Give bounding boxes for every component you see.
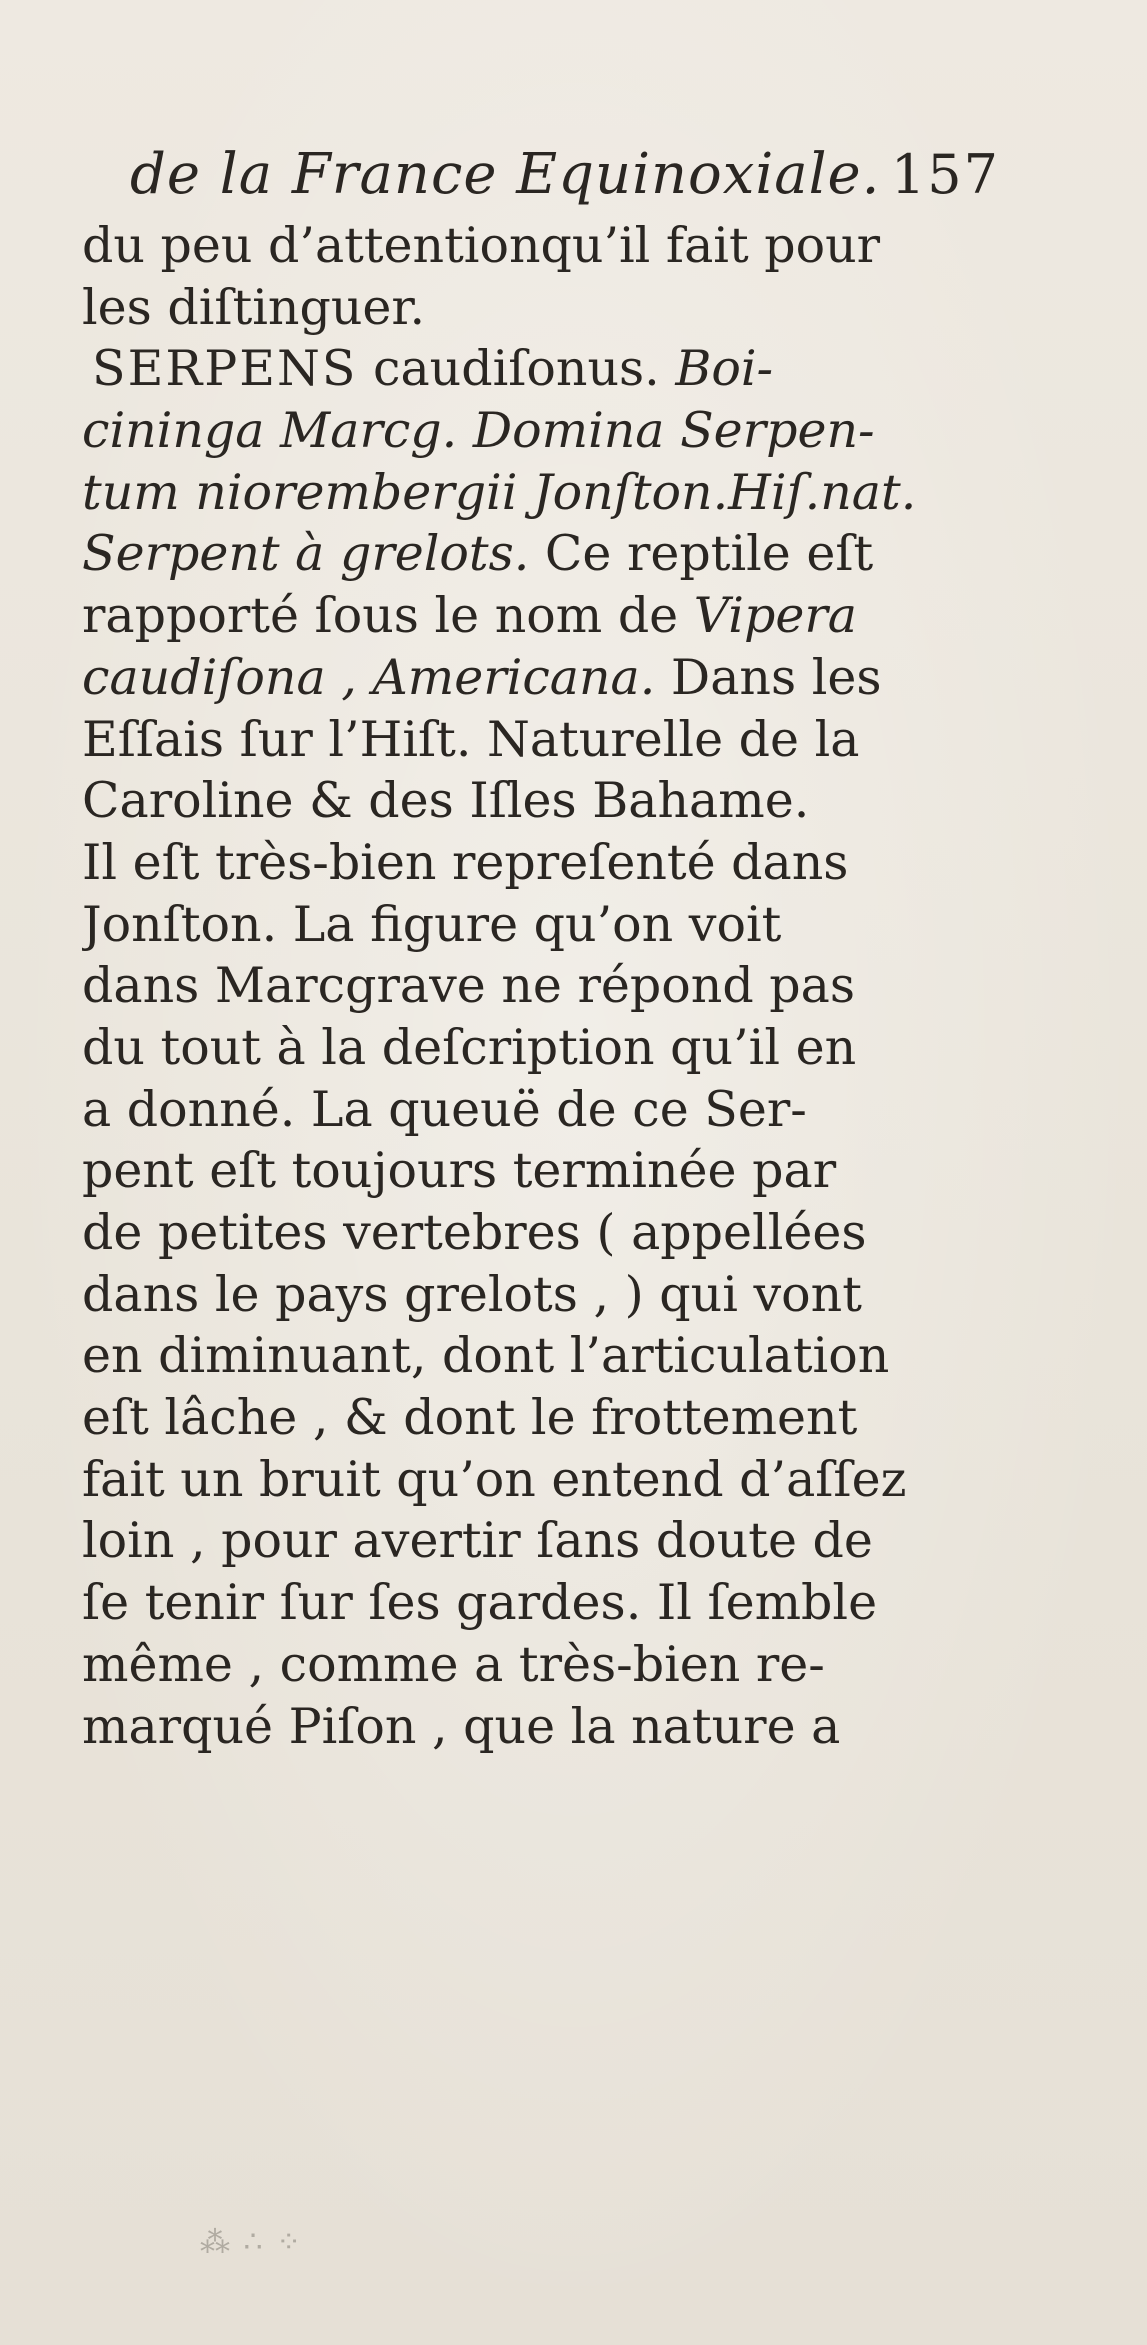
body-text bbox=[82, 215, 972, 1757]
text-fragment: Dans les bbox=[655, 648, 882, 706]
text-line: du tout à la deſcription qu’il en bbox=[82, 1018, 857, 1076]
text-line bbox=[82, 647, 972, 709]
text-line: tum niorembergii Jonſton.Hiſ.nat. bbox=[82, 463, 917, 521]
text-line: marqué Piſon , que la nature a bbox=[82, 1697, 841, 1755]
running-head: de la France Equinoxiale. bbox=[130, 142, 881, 207]
text-line bbox=[82, 585, 972, 647]
common-name: Serpent à grelots. bbox=[82, 525, 530, 583]
text-line: Eſſais ſur l’Hiſt. Naturelle de la bbox=[82, 710, 860, 768]
page-header bbox=[130, 140, 1000, 210]
text-line: les diſtinguer. bbox=[82, 278, 426, 336]
text-fragment: rapporté ſous le nom de bbox=[82, 587, 694, 645]
text-line: même , comme a très-bien re- bbox=[82, 1635, 825, 1693]
text-line: en diminuant, dont l’articulation bbox=[82, 1327, 890, 1385]
species-name: SERPENS bbox=[92, 340, 358, 398]
text-line: fait un bruit qu’on entend d’aſſez bbox=[82, 1450, 907, 1508]
text-line: de petites vertebres ( appellées bbox=[82, 1204, 867, 1261]
synonym-text: Boi- bbox=[675, 340, 774, 398]
text-line: cininga Marcg. Domina Serpen- bbox=[82, 402, 875, 460]
text-line: loin , pour avertir ſans doute de bbox=[82, 1512, 873, 1570]
ink-smudge: ⁂ ∴ ⁘ bbox=[200, 2225, 304, 2260]
text-line bbox=[82, 523, 972, 585]
text-line: du peu d’attentionqu’il fait pour bbox=[82, 217, 881, 274]
latin-name: caudiſona , Americana. bbox=[82, 648, 656, 706]
page-number: 157 bbox=[890, 143, 1000, 206]
text-line: dans Marcgrave ne répond pas bbox=[82, 957, 856, 1015]
text-line: a donné. La queuë de ce Ser- bbox=[82, 1080, 807, 1138]
text-line: Caroline & des Iſles Bahame. bbox=[82, 772, 810, 830]
species-epithet: caudiſonus. bbox=[357, 340, 676, 398]
text-line: Jonſton. La figure qu’on voit bbox=[82, 895, 782, 953]
text-line: pent eſt toujours terminée par bbox=[82, 1142, 837, 1200]
text-line bbox=[82, 338, 972, 400]
text-line: eſt lâche , & dont le frottement bbox=[82, 1389, 858, 1447]
text-line: dans le pays grelots , ) qui vont bbox=[82, 1265, 862, 1323]
text-line: Il eſt très-bien repreſenté dans bbox=[82, 833, 849, 891]
text-line: ſe tenir ſur ſes gardes. Il ſemble bbox=[82, 1574, 878, 1632]
text-fragment: Ce reptile eſt bbox=[529, 525, 874, 583]
latin-name: Vipera bbox=[693, 587, 857, 645]
